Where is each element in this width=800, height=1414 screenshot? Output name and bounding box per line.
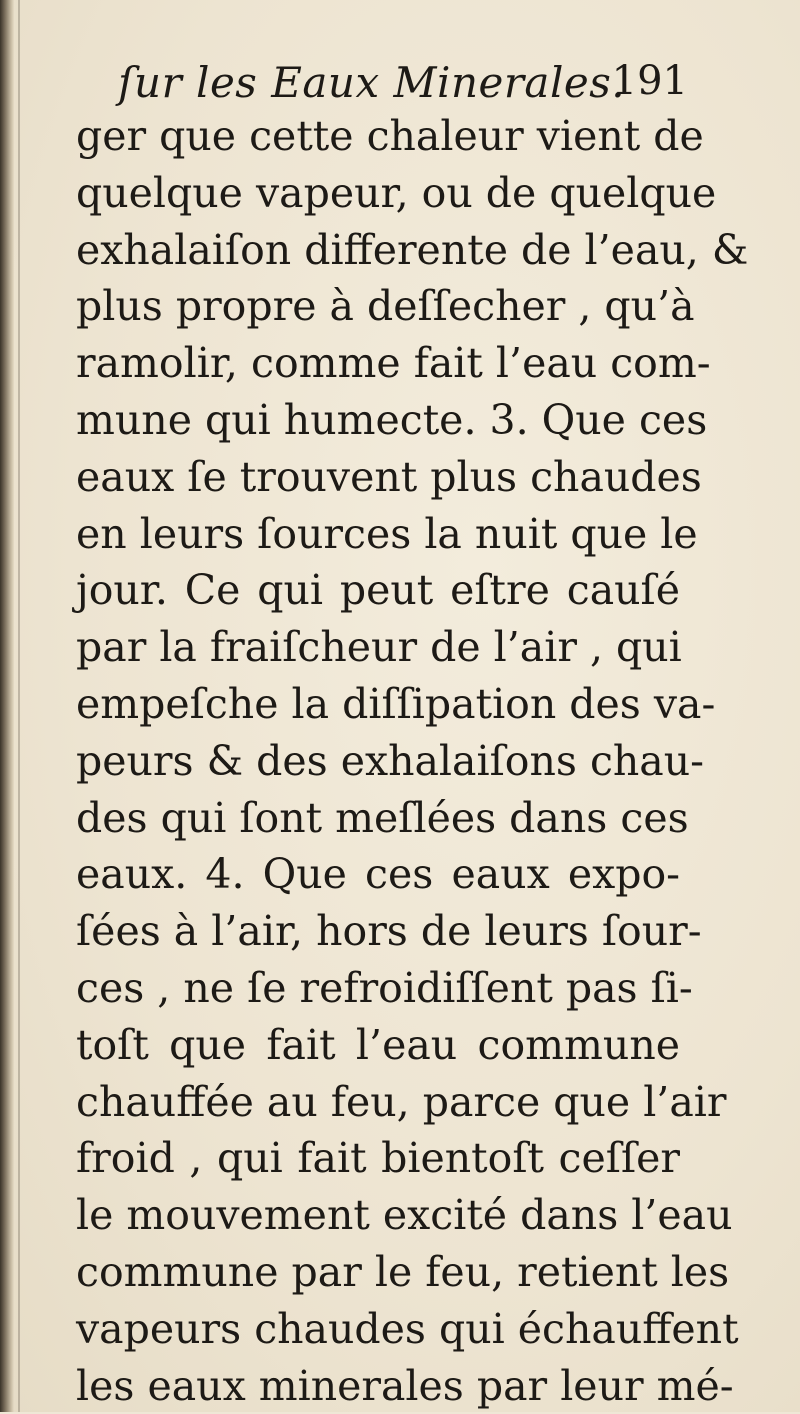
text-line: par la fraiſcheur de l’air , qui [76,623,682,672]
text-line: plus propre à deſſecher , qu’à [76,282,695,331]
text-line: des qui ſont meſlées dans ces [76,793,689,842]
text-line: eaux. 4. Que ces eaux expo- [76,850,680,899]
text-line: vapeurs chaudes qui échauffent [76,1304,739,1353]
text-line: eaux ſe trouvent plus chaudes [76,452,702,501]
text-line: quelque vapeur, ou de quelque [76,168,717,217]
text-line: froid , qui fait bientoſt ceſſer [76,1134,680,1183]
text-line: jour. Ce qui peut eſtre cauſé [76,566,680,615]
page-number: 191 [611,58,688,104]
text-line: les eaux minerales par leur mé- [76,1361,734,1410]
text-line: peurs & des exhalaiſons chau- [76,736,705,785]
text-line: exhalaiſon differente de l’eau, & [76,225,749,274]
text-line: en leurs ſources la nuit que le [76,509,698,558]
text-line: le mouvement excité dans l’eau [76,1191,733,1240]
text-line: ger que cette chaleur vient de [76,112,704,160]
text-line: chauffée au feu, parce que l’air [76,1077,727,1126]
running-head-title: ſur les Eaux Minerales. [118,58,626,107]
text-line: commune par le feu, retient les [76,1247,730,1296]
text-line: ramolir, comme fait l’eau com- [76,339,711,388]
page-gutter-shadow [0,0,14,1412]
text-line: toſt que fait l’eau commune [76,1020,680,1069]
text-line: empeſche la diſſipation des va- [76,679,716,728]
running-head [118,58,688,114]
text-line: mune qui humecte. 3. Que ces [76,395,708,444]
text-line: ſées à l’air, hors de leurs ſour- [76,907,702,956]
body-text [76,108,749,1414]
page-edge-line [18,0,20,1412]
text-line: ces , ne ſe refroidiſſent pas ſi- [76,963,693,1012]
